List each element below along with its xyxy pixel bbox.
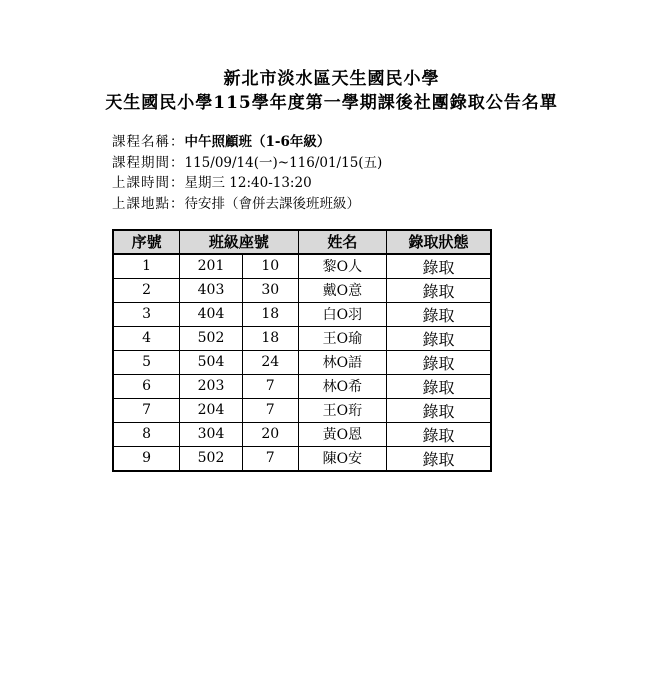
header-class-seat: 班級座號 — [180, 230, 298, 254]
course-time-value: 星期三 12:40-13:20 — [184, 175, 312, 191]
cell-name: 白O羽 — [298, 302, 386, 326]
school-title: 新北市淡水區天生國民小學 — [223, 69, 440, 89]
cell-class: 204 — [180, 398, 243, 422]
course-location-line — [112, 194, 382, 215]
cell-status: 錄取 — [387, 398, 491, 422]
cell-class: 304 — [180, 422, 243, 446]
cell-seat: 20 — [242, 422, 298, 446]
cell-class: 502 — [180, 446, 243, 471]
cell-status: 錄取 — [387, 374, 491, 398]
cell-name: 黃O恩 — [298, 422, 386, 446]
cell-no: 5 — [113, 350, 180, 374]
table-row — [113, 254, 491, 279]
cell-no: 7 — [113, 398, 180, 422]
cell-status: 錄取 — [387, 422, 491, 446]
cell-class: 203 — [180, 374, 243, 398]
cell-seat: 7 — [242, 398, 298, 422]
cell-name: 黎O人 — [298, 254, 386, 279]
course-location-label: 上課地點： — [112, 195, 185, 212]
admission-table — [112, 229, 492, 472]
announcement-title: 天生國民小學115學年度第一學期課後社團錄取公告名單 — [105, 93, 558, 113]
cell-no: 8 — [113, 422, 180, 446]
cell-name: 戴O意 — [298, 278, 386, 302]
cell-no: 6 — [113, 374, 180, 398]
course-period-line — [112, 153, 382, 174]
cell-class: 404 — [180, 302, 243, 326]
cell-name: 陳O安 — [298, 446, 386, 471]
cell-no: 9 — [113, 446, 180, 471]
cell-class: 504 — [180, 350, 243, 374]
table-row — [113, 278, 491, 302]
cell-status: 錄取 — [387, 446, 491, 471]
table-row — [113, 302, 491, 326]
cell-no: 4 — [113, 326, 180, 350]
course-name-value: 中午照顧班（1-6年級） — [184, 134, 331, 150]
table-row — [113, 446, 491, 471]
course-name-label: 課程名稱： — [112, 134, 185, 150]
table-body — [113, 254, 491, 471]
table-row — [113, 398, 491, 422]
cell-status: 錄取 — [387, 254, 491, 279]
cell-seat: 18 — [242, 326, 298, 350]
cell-seat: 24 — [242, 350, 298, 374]
table-header-row — [113, 230, 491, 254]
cell-name: 林O語 — [298, 350, 386, 374]
header-name: 姓名 — [298, 230, 386, 254]
table-row — [113, 374, 491, 398]
cell-no: 3 — [113, 302, 180, 326]
cell-name: 王O珩 — [298, 398, 386, 422]
cell-class: 201 — [180, 254, 243, 279]
cell-class: 403 — [180, 278, 243, 302]
course-time-line — [112, 173, 382, 194]
table-row — [113, 350, 491, 374]
course-location-value: 待安排（會併去課後班班級） — [184, 195, 360, 212]
cell-status: 錄取 — [387, 302, 491, 326]
cell-status: 錄取 — [387, 278, 491, 302]
cell-seat: 30 — [242, 278, 298, 302]
course-period-label: 課程期間： — [112, 154, 185, 171]
course-period-value: 115/09/14(一)~116/01/15(五) — [184, 154, 383, 171]
cell-seat: 7 — [242, 374, 298, 398]
course-info — [112, 132, 382, 214]
cell-seat: 18 — [242, 302, 298, 326]
course-time-label: 上課時間： — [112, 175, 185, 191]
cell-name: 王O瑜 — [298, 326, 386, 350]
table-row — [113, 422, 491, 446]
cell-no: 2 — [113, 278, 180, 302]
cell-seat: 10 — [242, 254, 298, 279]
table-row — [113, 326, 491, 350]
course-name-line — [112, 132, 382, 153]
cell-status: 錄取 — [387, 326, 491, 350]
cell-no: 1 — [113, 254, 180, 279]
header-no: 序號 — [113, 230, 180, 254]
cell-class: 502 — [180, 326, 243, 350]
cell-status: 錄取 — [387, 350, 491, 374]
cell-seat: 7 — [242, 446, 298, 471]
cell-name: 林O希 — [298, 374, 386, 398]
header-status: 錄取狀態 — [387, 230, 491, 254]
